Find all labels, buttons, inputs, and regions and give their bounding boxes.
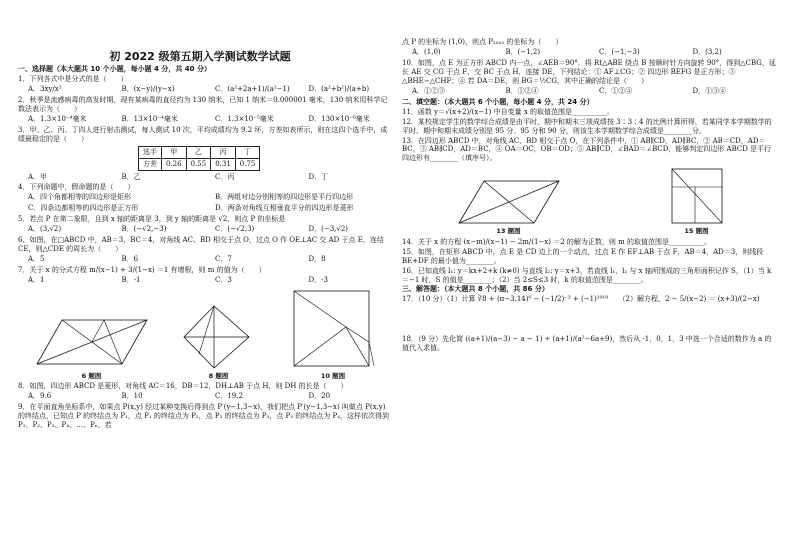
square-figure bbox=[286, 287, 381, 372]
question-4: 4．下列命题中，假命题的是（ ） bbox=[18, 183, 135, 192]
table-cell: 0.31 bbox=[211, 158, 236, 170]
question-8: 8．如图，四边形 ABCD 是菱形，对角线 AC＝16，DB＝12，DH⊥AB 于点 H，则 DH 的长是（ ） bbox=[18, 382, 348, 391]
option-d: D．20 bbox=[308, 392, 331, 401]
question-18: 18．（9 分）先化简 ((a+1)/(a−3) − a − 1) ÷ (a+1)/(a²−6a+9)，然后从 -1，0，1，3 中选一个合适的数作为 a 的值代入求值。 bbox=[402, 335, 772, 353]
option-b: B．6 bbox=[121, 255, 139, 264]
q6-options bbox=[28, 255, 394, 264]
table-cell: 方差 bbox=[139, 158, 162, 170]
question-5: 5．若点 P 在第二象限，且到 x 轴的距离是 3，到 y 轴的距离是 √2，则点 P 的坐标是 bbox=[18, 215, 286, 224]
option-b: B．(−√2,−3) bbox=[121, 225, 167, 234]
option-d: D．8 bbox=[308, 255, 326, 264]
table-cell: 选手 bbox=[139, 146, 162, 158]
option-d: D．①③④ bbox=[692, 86, 727, 95]
variance-table bbox=[138, 146, 260, 171]
figure-row bbox=[18, 287, 394, 380]
question-2: 2．秋季是流感病毒的高发时期，现有某病毒的直径约为 130 纳米，已知 1 纳米＝0.000001 毫米，130 纳米用科学记数法表示为（ ） bbox=[18, 95, 388, 113]
quadrilateral-figure bbox=[454, 177, 564, 227]
figure-15 bbox=[667, 165, 727, 235]
q9-options bbox=[412, 48, 778, 57]
section-answer-heading: 三、解答题：（本大题共 8 个小题，共 86 分） bbox=[402, 285, 549, 294]
q1-options bbox=[28, 85, 394, 94]
q4-options-row1 bbox=[28, 193, 394, 202]
option-b: B．13×10⁻⁴毫米 bbox=[121, 114, 178, 123]
option-c: C．(a²+2a+1)/(a²−1) bbox=[215, 84, 290, 93]
option-b: B．(−1,2) bbox=[505, 47, 541, 56]
q10-options bbox=[412, 87, 778, 96]
q3-options bbox=[28, 173, 394, 182]
option-c: C．(−√2,3) bbox=[215, 225, 255, 234]
left-column bbox=[18, 64, 394, 431]
option-c: C．1.3×10⁻⁵毫米 bbox=[215, 114, 274, 123]
question-7: 7．关于 x 的分式方程 m/(x−1) + 3/(1−x) ＝1 有增根，则 m 的值为（ ） bbox=[18, 266, 266, 275]
question-17: 17．（10 分）（1）计算 ∛8 + (π−3.14)⁰ − (−1/2)⁻³ + (−1)²⁰¹⁹ （2）解方程，2 − 5/(x−2) ＝ (x+3)/(2−x) bbox=[402, 295, 760, 304]
figure-caption: 6 题图 bbox=[81, 372, 102, 381]
option-d: D．(a²+b²)/(a+b) bbox=[308, 84, 370, 93]
question-11: 11．函数 y＝√(x+2)/(x−1) 中自变量 x 的取值范围是__________。 bbox=[402, 107, 614, 116]
q7-options bbox=[28, 276, 394, 285]
section-fill-heading: 二、填空题：（本大题共 6 个小题，每小题 4 分，共 24 分） bbox=[402, 97, 594, 106]
option-c: C．19.2 bbox=[215, 392, 243, 401]
rectangle-figure bbox=[667, 165, 727, 227]
figure-caption: 10 题图 bbox=[320, 372, 346, 381]
option-c: C．(−1,−3) bbox=[599, 47, 640, 56]
question-16: 16．已知直线 l₁: y＝kx+2+k (k≠0) 与直线 l₂: y＝x+3，若直线 l₁，l₂ 与 x 轴所围成的三角形面积记作 S，（1）当 k＝−1 时，S 的值是________；（2）当 2≤S≤3 时，k 的取值范围是________。 bbox=[402, 266, 772, 284]
option-c: C．3 bbox=[215, 276, 232, 285]
question-9-continued: 点 P 的坐标为 (1,0)，则点 P₂₀₂₂ 的坐标为（ ） bbox=[402, 38, 563, 46]
option-d: D．丁 bbox=[308, 172, 329, 181]
option-a: A．3xy/x² bbox=[28, 84, 62, 93]
figure-10 bbox=[286, 287, 381, 380]
option-c: C．7 bbox=[215, 255, 232, 264]
option-b: B．乙 bbox=[121, 172, 141, 181]
question-13: 13．在四边形 ABCD 中，对角线 AC、BD 相交于点 O，在下列条件中，① AB∥CD，AD∥BC，② AB＝CD，AD＝BC，③ AB∥CD，AD＝BC，④ OA＝OC，OB＝OD；⑤ AB∥CD，∠BAD＝∠BCD，能够判定四边形 ABCD 是平行四边形有________（填序号）。 bbox=[402, 136, 772, 163]
table-cell: 0.55 bbox=[186, 158, 211, 170]
option-b: B．①②④ bbox=[505, 86, 539, 95]
option-c: C．①②④ bbox=[599, 86, 633, 95]
figure-row-2 bbox=[402, 165, 778, 235]
option-c: C．丙 bbox=[215, 172, 235, 181]
figure-6 bbox=[32, 312, 152, 380]
option-a: A．5 bbox=[28, 255, 45, 264]
option-d: D．两条对角线互相垂直平分的四边形是菱形 bbox=[215, 204, 354, 213]
option-d: D．(−3,√2) bbox=[308, 225, 349, 234]
section-choice-heading: 一、选择题（本大题共 10 个小题，每小题 4 分，共 40 分） bbox=[18, 65, 211, 73]
option-b: B．-1 bbox=[121, 276, 141, 285]
figure-caption: 8 题图 bbox=[208, 372, 229, 381]
question-10: 10．如图，点 E 为正方形 ABCD 内一点，∠AEB＝90°，将 Rt△ABE 绕点 B 按顺时针方向旋转 90°，得到△CBG，延长 AE 交 CG 于点 F，交 BC 于点 H，连接 DE，下列结论：① AF⊥CG；② 四边形 BEFG 是正方形；③ △BHE∽△CHF；④ 若 DA＝DE，则 BG＝½CG，其中正确的结论是（ ） bbox=[402, 58, 776, 85]
option-b: B．(x−y)/(y−x) bbox=[121, 84, 175, 93]
option-b: B．10 bbox=[121, 392, 143, 401]
option-a: A．1 bbox=[28, 276, 45, 285]
question-14: 14．关于 x 的方程 (x−m)/(x−1) − 2m/(1−x) ＝2 的解为正数，则 m 的取值范围是__________。 bbox=[402, 237, 712, 246]
figure-13 bbox=[454, 177, 564, 235]
option-a: A．1.3×10⁻⁴毫米 bbox=[28, 114, 87, 123]
option-a: A．四个角都相等的四边形是矩形 bbox=[28, 193, 132, 202]
question-12: 12．某校规定学生的数学综合成绩是由平时、期中和期末三项成绩按 3∶3∶4 的比例计算所得，若某同学本学期数学的平时、期中和期末成绩分别是 95 分、95 分和 90 分，则该生本学期数学综合成绩是________分。 bbox=[402, 117, 772, 135]
option-a: A．9.6 bbox=[28, 392, 52, 401]
table-cell: 0.75 bbox=[235, 158, 260, 170]
rhombus-figure bbox=[179, 302, 259, 372]
figure-8 bbox=[179, 302, 259, 380]
option-b: B．两组对边分别相等的四边形是平行四边形 bbox=[215, 193, 354, 202]
option-a: A．①②③ bbox=[412, 86, 446, 95]
table-cell: 乙 bbox=[186, 146, 211, 158]
table-cell: 丙 bbox=[211, 146, 236, 158]
question-9: 9．在平面直角坐标系中，如果点 P(x,y) 经过某种变换后得到点 P′(y−1,3−x)，我们把点 P′(y−1,3−x) 叫做点 P(x,y) 的终结点，已知点 P 的终结点为 P₁，点 P₁ 的终结点为 P₂，点 P₂ 的终结点为 P₃，点 P₃ 的终结点为 P₄，这样依次得到 P₁、P₂、P₃、P₄、…、Pₙ，若 bbox=[18, 403, 390, 430]
option-c: C．四条边都相等的四边形是正方形 bbox=[28, 204, 139, 213]
page-title: 初 2022 级第五期入学测试数学试题 bbox=[109, 50, 291, 63]
q8-options bbox=[28, 392, 394, 401]
option-d: D．(3,2) bbox=[692, 47, 722, 56]
q4-options-row2 bbox=[28, 204, 394, 213]
option-d: D．-3 bbox=[308, 276, 328, 285]
option-a: A．(3,√2) bbox=[28, 225, 62, 234]
question-3: 3．甲、乙、丙、丁四人进行射击测试，每人测试 10 次，平均成绩均为 9.2 环，方差如表所示，则在这四个选手中，成绩最稳定的是（ ） bbox=[18, 125, 388, 143]
option-a: A．(1,0) bbox=[412, 47, 441, 56]
table-cell: 甲 bbox=[162, 146, 187, 158]
table-cell: 0.26 bbox=[162, 158, 187, 170]
figure-caption: 13 题图 bbox=[496, 227, 521, 236]
answer-space bbox=[402, 305, 778, 335]
right-column bbox=[402, 38, 778, 354]
question-6: 6．如图，在□ABCD 中，AB＝3，BC＝4，对角线 AC、BD 相交于点 O，过点 O 作 OE⊥AC 交 AD 于点 E，连结 CE，则△CDE 的周长为（ ） bbox=[18, 236, 384, 254]
question-15: 15．如图，在矩形 ABCD 中，点 E 是 CD 边上的一个动点，过点 E 作 EF⊥AB 于点 F，AB＝4，AD＝3，则线段 BE+DF 的最小值为________。 bbox=[402, 247, 764, 265]
option-a: A．甲 bbox=[28, 172, 48, 181]
parallelogram-figure bbox=[32, 312, 152, 372]
figure-caption: 15 题图 bbox=[684, 227, 709, 236]
question-1: 1．下列各式中是分式的是（ ） bbox=[18, 74, 128, 83]
q2-options bbox=[28, 115, 394, 124]
option-d: D．130×10⁻⁶毫米 bbox=[308, 114, 370, 123]
table-cell: 丁 bbox=[235, 146, 260, 158]
q5-options bbox=[28, 225, 394, 234]
